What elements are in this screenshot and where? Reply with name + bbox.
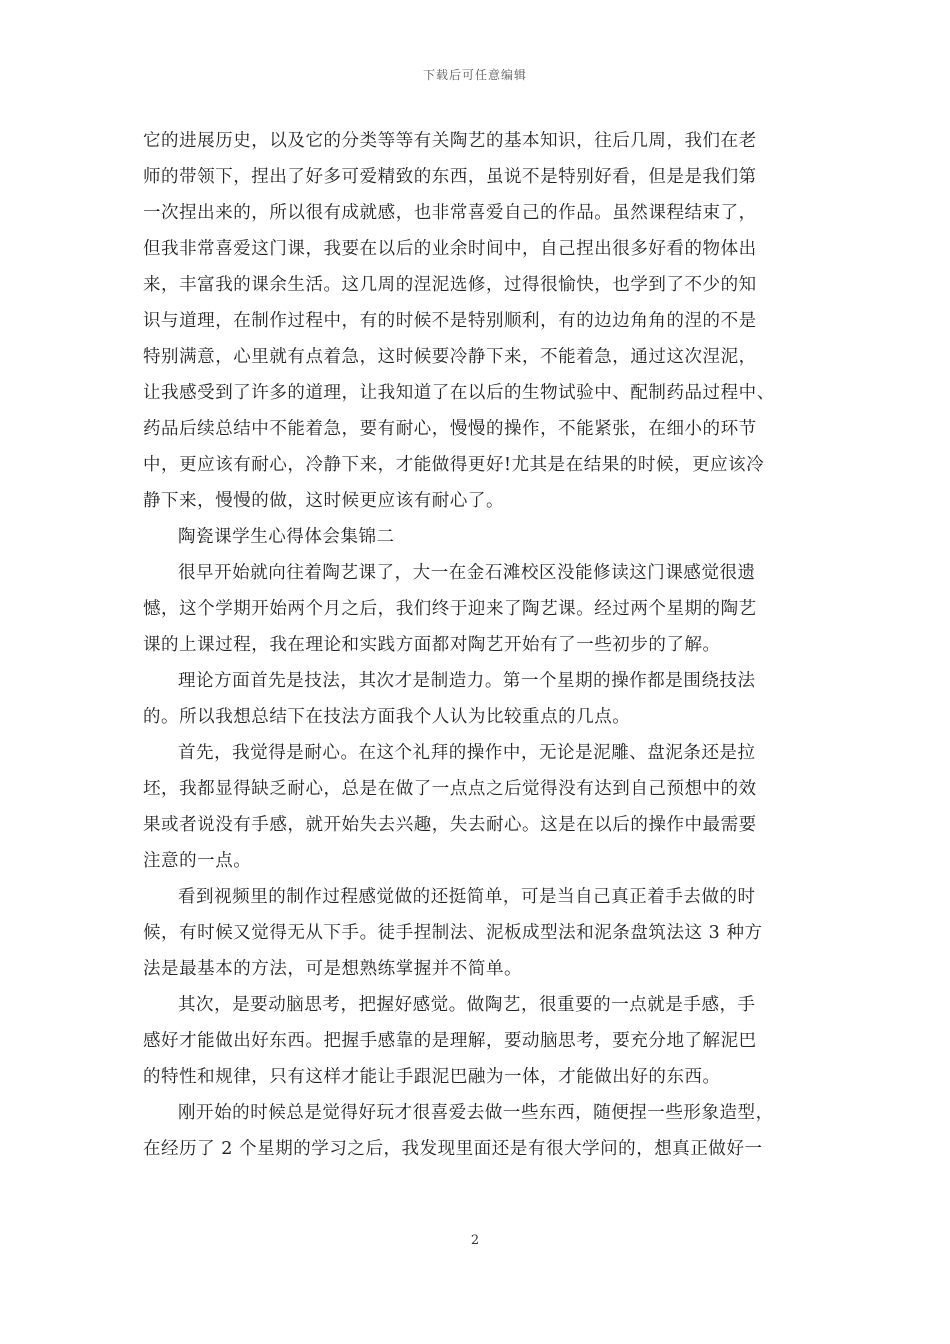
- body-line: 静下来，慢慢的做，这时候更应该有耐心了。: [143, 491, 504, 511]
- body-line: 憾，这个学期开始两个月之后，我们终于迎来了陶艺课。经过两个星期的陶艺: [143, 599, 757, 619]
- body-line: 的特性和规律，只有这样才能让手跟泥巴融为一体，才能做出好的东西。: [143, 1067, 721, 1087]
- body-line: 其次，是要动脑思考，把握好感觉。做陶艺，很重要的一点就是手感，手: [178, 995, 756, 1015]
- body-line: 理论方面首先是技法，其次才是制造力。第一个星期的操作都是围绕技法: [178, 671, 756, 691]
- body-line: 刚开始的时候总是觉得好玩才很喜爱去做一些东西，随便捏一些形象造型，: [178, 1103, 774, 1123]
- page-number: 2: [470, 1233, 480, 1248]
- body-line: 首先，我觉得是耐心。在这个礼拜的操作中，无论是泥雕、盘泥条还是拉: [178, 743, 756, 763]
- body-line: 感好才能做出好东西。把握手感靠的是理解，要动脑思考，要充分地了解泥巴: [143, 1031, 757, 1051]
- section-heading: 陶瓷课学生心得体会集锦二: [178, 527, 395, 547]
- body-line: 特别满意，心里就有点着急，这时候要冷静下来，不能着急，通过这次涅泥，: [143, 347, 757, 367]
- body-line: 候，有时候又觉得无从下手。徒手捏制法、泥板成型法和泥条盘筑法这 3 种方: [143, 923, 763, 943]
- body-line: 师的带领下，捏出了好多可爱精致的东西，虽说不是特别好看，但是是我们第: [143, 167, 757, 187]
- body-line: 课的上课过程，我在理论和实践方面都对陶艺开始有了一些初步的了解。: [143, 635, 721, 655]
- body-line: 药品后续总结中不能着急，要有耐心，慢慢的操作，不能紧张，在细小的环节: [143, 419, 757, 439]
- body-line: 看到视频里的制作过程感觉做的还挺简单，可是当自己真正着手去做的时: [178, 887, 756, 907]
- body-line: 在经历了 2 个星期的学习之后，我发现里面还是有很大学问的，想真正做好一: [143, 1139, 763, 1159]
- body-line: 中，更应该有耐心，冷静下来，才能做得更好!尤其是在结果的时候，更应该冷: [143, 455, 765, 475]
- body-line: 一次捏出来的，所以很有成就感，也非常喜爱自己的作品。虽然课程结束了，: [143, 203, 757, 223]
- body-line: 但我非常喜爱这门课，我要在以后的业余时间中，自己捏出很多好看的物体出: [143, 239, 757, 259]
- document-body: [143, 123, 808, 1167]
- body-line: 它的进展历史，以及它的分类等等有关陶艺的基本知识，往后几周，我们在老: [143, 131, 757, 151]
- header-note: 下载后可任意编辑: [422, 68, 527, 82]
- body-line: 很早开始就向往着陶艺课了，大一在金石滩校区没能修读这门课感觉很遗: [178, 563, 756, 583]
- body-line: 注意的一点。: [143, 851, 252, 871]
- body-line: 法是最基本的方法，可是想熟练掌握并不简单。: [143, 959, 523, 979]
- body-line: 识与道理，在制作过程中，有的时候不是特别顺利，有的边边角角的涅的不是: [143, 311, 757, 331]
- body-line: 让我感受到了许多的道理，让我知道了在以后的生物试验中、配制药品过程中、: [143, 383, 775, 403]
- body-line: 果或者说没有手感，就开始失去兴趣，失去耐心。这是在以后的操作中最需要: [143, 815, 757, 835]
- body-line: 来，丰富我的课余生活。这几周的涅泥选修，过得很愉快，也学到了不少的知: [143, 275, 757, 295]
- body-line: 的。所以我想总结下在技法方面我个人认为比较重点的几点。: [143, 707, 631, 727]
- body-line: 坯，我都显得缺乏耐心，总是在做了一点点之后觉得没有达到自己预想中的效: [143, 779, 757, 799]
